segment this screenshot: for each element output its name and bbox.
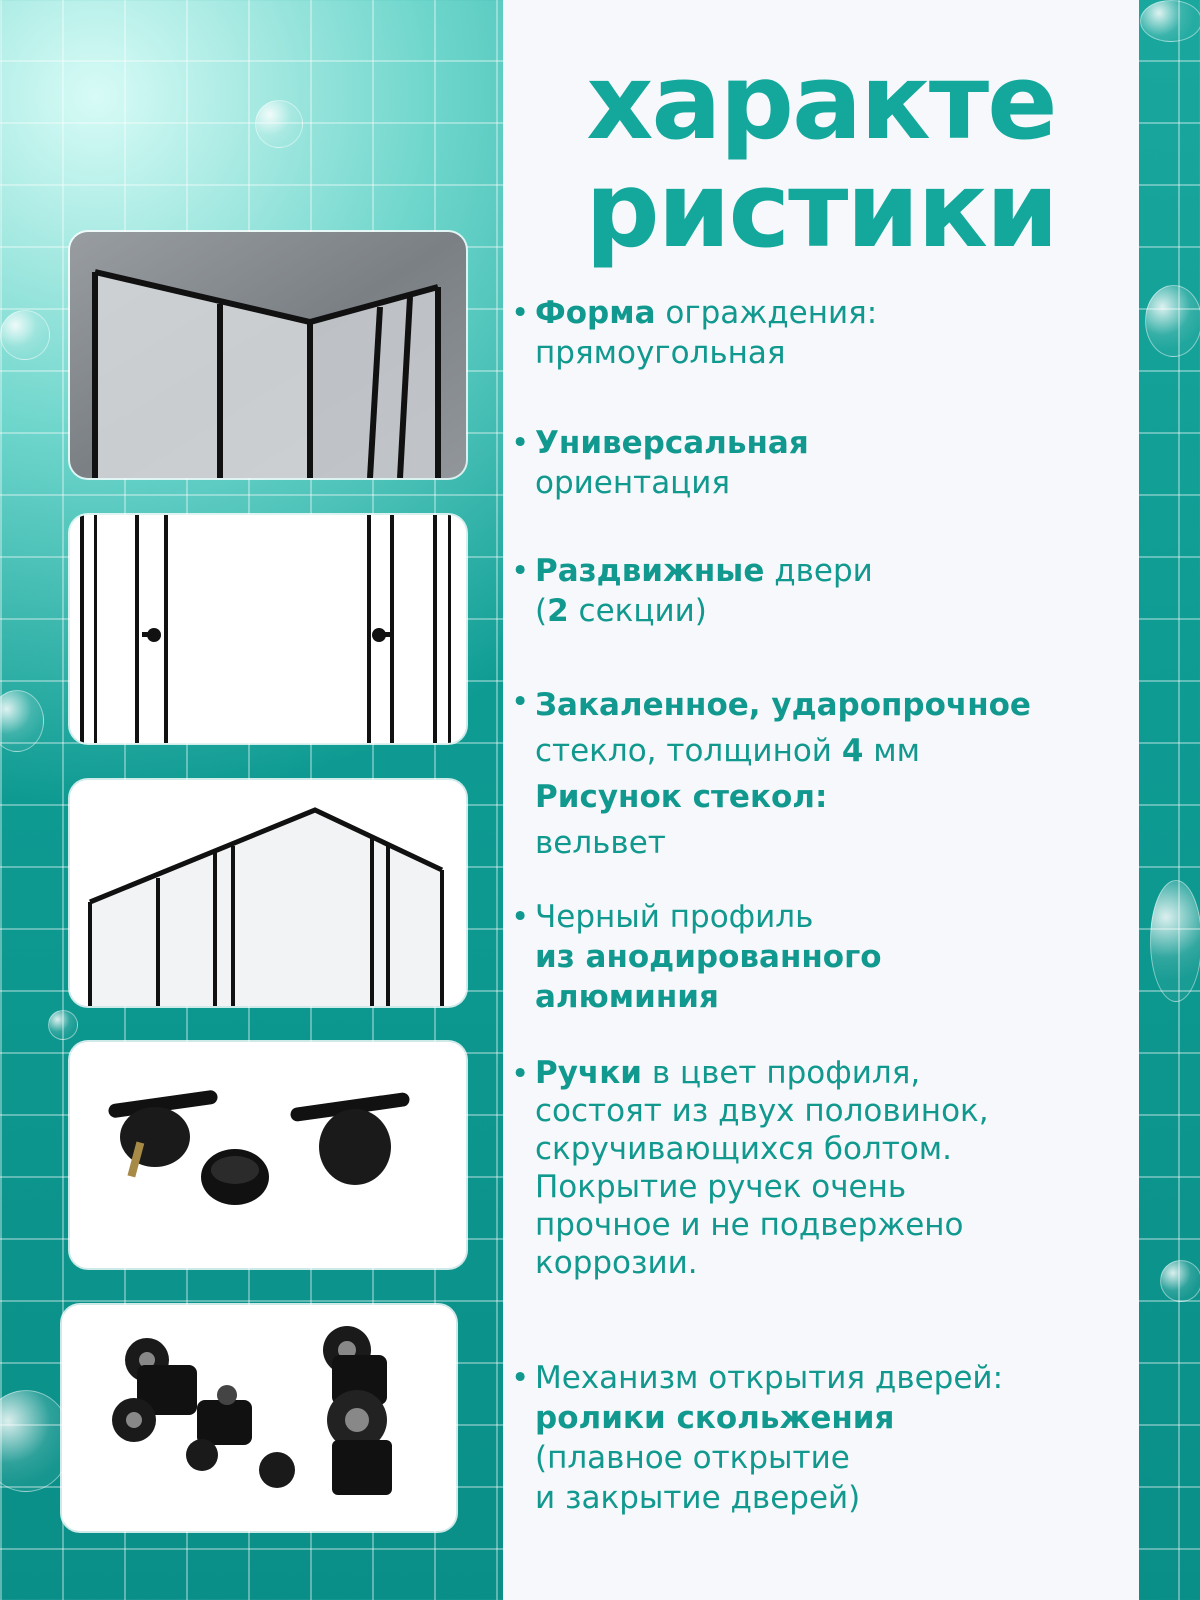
- bullet-icon: •: [511, 1056, 530, 1092]
- feature-item: [513, 293, 877, 373]
- feature-item: [513, 423, 809, 503]
- feature-line: [535, 1438, 1003, 1478]
- feature-text: и закрытие дверей): [535, 1480, 861, 1516]
- feature-line: [535, 682, 1031, 728]
- feature-text: прочное и не подвержено: [535, 1207, 964, 1243]
- feature-line: [535, 333, 877, 373]
- feature-text: Рисунок стекол:: [535, 779, 828, 815]
- feature-line: [535, 937, 882, 977]
- feature-line: [535, 591, 873, 631]
- feature-line: [535, 820, 1031, 866]
- feature-text: мм: [863, 733, 921, 769]
- feature-line: [535, 551, 873, 591]
- feature-item: [513, 1054, 989, 1282]
- water-droplet-icon: [1145, 285, 1200, 357]
- feature-text: коррозии.: [535, 1245, 698, 1281]
- characteristics-panel: [503, 0, 1139, 1600]
- feature-text: 4: [841, 733, 864, 769]
- feature-text: Форма: [535, 295, 656, 331]
- bullet-icon: •: [511, 1360, 530, 1396]
- feature-line: [535, 293, 877, 333]
- feature-item: [513, 551, 873, 631]
- bullet-icon: •: [511, 295, 530, 331]
- water-droplet-icon: [1140, 0, 1200, 42]
- water-droplet-icon: [0, 310, 50, 360]
- enclosure-frame-photo: [70, 780, 466, 1006]
- feature-line: [535, 1478, 1003, 1518]
- feature-line: [535, 1092, 989, 1130]
- page-title: [503, 41, 1139, 271]
- feature-line: [535, 1358, 1003, 1398]
- feature-item: [513, 897, 882, 1017]
- feature-text: Покрытие ручек очень: [535, 1169, 907, 1205]
- sliding-doors-icon: [70, 515, 466, 743]
- feature-line: [535, 728, 1031, 774]
- title-line-2: ристики: [585, 149, 1057, 271]
- bullet-icon: •: [511, 553, 530, 589]
- feature-text: Ручки: [535, 1055, 642, 1091]
- feature-line: [535, 977, 882, 1017]
- feature-text: стекло, толщиной: [535, 733, 842, 769]
- feature-text: 2: [547, 593, 569, 629]
- feature-item: [513, 682, 1031, 866]
- bullet-icon: •: [511, 425, 530, 461]
- feature-line: [535, 1206, 989, 1244]
- feature-text: Черный профиль: [535, 899, 814, 935]
- sliding-doors-handles-photo: [70, 515, 466, 743]
- handles-icon: [70, 1042, 466, 1268]
- title-line-1: характе: [586, 41, 1056, 163]
- feature-text: ориентация: [535, 465, 731, 501]
- feature-text: (плавное открытие: [535, 1440, 850, 1476]
- feature-text: из анодированного: [535, 939, 882, 975]
- black-handles-photo: [70, 1042, 466, 1268]
- shower-enclosure-corner-photo: [70, 232, 466, 478]
- feature-text: состоят из двух половинок,: [535, 1093, 989, 1129]
- bullet-icon: •: [511, 899, 530, 935]
- feature-text: (: [535, 593, 548, 629]
- feature-line: [535, 1244, 989, 1282]
- feature-line: [535, 1168, 989, 1206]
- water-droplet-icon: [1160, 1260, 1200, 1302]
- enclosure-frame-icon: [70, 780, 466, 1006]
- feature-text: ограждения:: [655, 295, 878, 331]
- water-droplet-icon: [48, 1010, 78, 1040]
- feature-line: [535, 774, 1031, 820]
- sliding-rollers-photo: [62, 1305, 456, 1531]
- water-droplet-icon: [1150, 880, 1200, 1002]
- feature-text: прямоугольная: [535, 335, 786, 371]
- bullet-icon: •: [511, 684, 530, 720]
- feature-text: Закаленное, ударопрочное: [535, 687, 1031, 723]
- feature-text: в цвет профиля,: [641, 1055, 921, 1091]
- water-droplet-icon: [255, 100, 303, 148]
- feature-text: скручивающихся болтом.: [535, 1131, 953, 1167]
- feature-item: [513, 1358, 1003, 1518]
- water-droplet-icon: [0, 690, 44, 752]
- feature-line: [535, 423, 809, 463]
- feature-line: [535, 897, 882, 937]
- feature-line: [535, 463, 809, 503]
- feature-text: вельвет: [535, 825, 666, 861]
- rollers-icon: [62, 1305, 456, 1531]
- feature-text: Универсальная: [535, 425, 809, 461]
- feature-text: алюминия: [535, 979, 719, 1015]
- feature-line: [535, 1054, 989, 1092]
- shower-enclosure-corner-icon: [70, 232, 466, 478]
- feature-line: [535, 1398, 1003, 1438]
- feature-text: двери: [764, 553, 873, 589]
- feature-line: [535, 1130, 989, 1168]
- feature-text: секции): [568, 593, 707, 629]
- feature-text: ролики скольжения: [535, 1400, 895, 1436]
- feature-text: Раздвижные: [535, 553, 765, 589]
- feature-text: Механизм открытия дверей:: [535, 1360, 1004, 1396]
